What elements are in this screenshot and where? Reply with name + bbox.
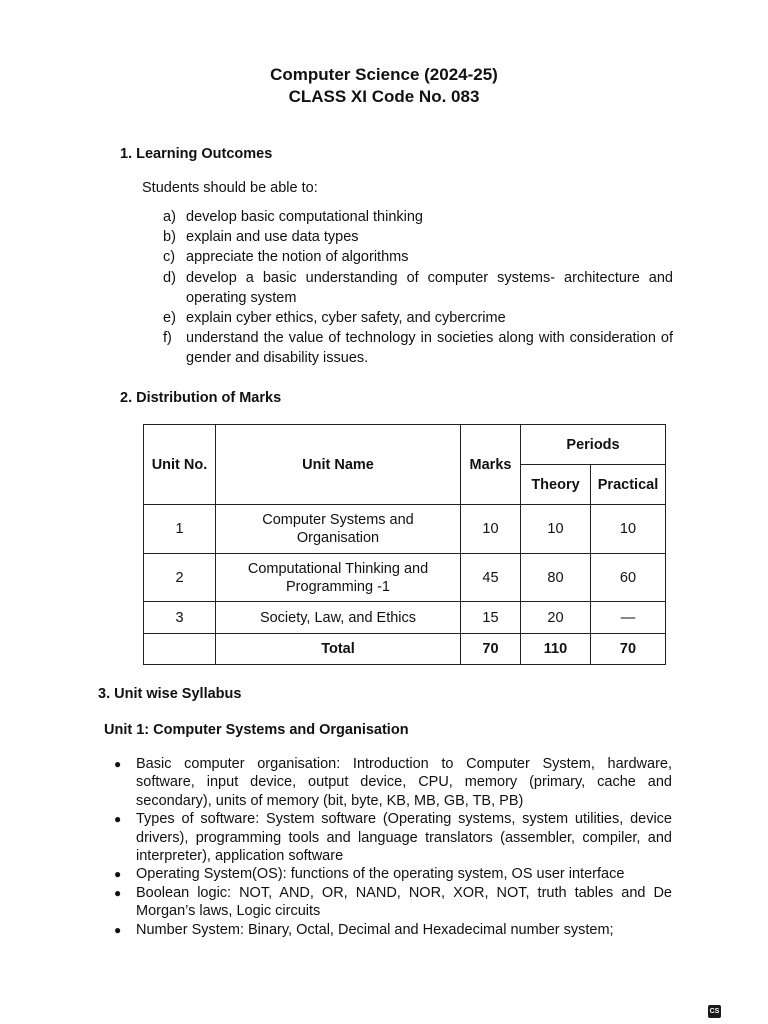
table-total-row (144, 634, 666, 665)
unit1-heading: Unit 1: Computer Systems and Organisation (104, 722, 409, 738)
table-row (144, 505, 666, 554)
table-row (144, 602, 666, 634)
cell-unit-name: Society, Law, and Ethics (216, 602, 461, 634)
marks-table (143, 424, 666, 665)
list-item (112, 755, 672, 810)
list-item-text: develop a basic understanding of computer systems- architecture and operating system (186, 269, 673, 306)
cell-practical: — (591, 602, 666, 634)
list-item-text: Types of software: System software (Operating systems, system utilities, device drivers), programming tools and language translators (assembler, compiler, and interpreter), application software (136, 811, 672, 865)
list-item-text: explain cyber ethics, cyber safety, and cybercrime (186, 310, 506, 327)
bullet-icon: ● (114, 867, 122, 882)
bullet-icon: ● (114, 757, 122, 771)
header-unit-name: Unit Name (216, 425, 461, 505)
table-row (144, 554, 666, 602)
list-marker: e) (163, 310, 176, 327)
list-item (163, 207, 673, 227)
cell-total-practical: 70 (591, 634, 666, 665)
list-item (163, 308, 673, 328)
list-item-text: understand the value of technology in societies along with consideration of gender and disability issues. (186, 330, 673, 367)
cell-practical: 10 (591, 505, 666, 554)
header-periods: Periods (521, 425, 666, 465)
cell-unit-no: 1 (144, 505, 216, 554)
cell-marks: 45 (461, 554, 521, 602)
bullet-icon: ● (114, 812, 122, 827)
page-title (0, 64, 768, 108)
cell-theory: 20 (521, 602, 591, 634)
cell-practical: 60 (591, 554, 666, 602)
learning-outcomes-list (163, 207, 673, 369)
header-marks: Marks (461, 425, 521, 505)
list-marker: b) (163, 229, 176, 246)
header-theory: Theory (521, 465, 591, 505)
list-item (112, 865, 672, 883)
cell-total-empty (144, 634, 216, 665)
list-item (163, 227, 673, 247)
bullet-icon: ● (114, 922, 122, 937)
page-title-line1: Computer Science (2024-25) (270, 65, 498, 84)
cell-total-marks: 70 (461, 634, 521, 665)
cell-theory: 10 (521, 505, 591, 554)
distribution-heading: 2. Distribution of Marks (120, 390, 282, 406)
list-marker: d) (163, 269, 176, 286)
list-item (112, 810, 672, 865)
list-item-text: Operating System(OS): functions of the operating system, OS user interface (136, 866, 625, 883)
cell-unit-name: Computer Systems and Organisation (216, 505, 461, 554)
cell-unit-name: Computational Thinking and Programming -1 (216, 554, 461, 602)
cell-total-label: Total (216, 634, 461, 665)
list-marker: c) (163, 249, 176, 266)
cell-theory: 80 (521, 554, 591, 602)
list-item-text: appreciate the notion of algorithms (186, 249, 409, 266)
list-item (163, 268, 673, 308)
syllabus-heading: 3. Unit wise Syllabus (98, 686, 242, 702)
list-item (112, 884, 672, 921)
cell-unit-no: 3 (144, 602, 216, 634)
camscanner-logo-icon: CS (708, 1005, 721, 1018)
header-unit-no: Unit No. (144, 425, 216, 505)
list-item (163, 247, 673, 267)
list-item-text: Basic computer organisation: Introduction to Computer System, hardware, software, input device, output device, CPU, memory (primary, cache and secondary), units of memory (bit, byte, KB, MB, GB, TB, PB) (136, 756, 672, 809)
header-practical: Practical (591, 465, 666, 505)
list-item-text: Number System: Binary, Octal, Decimal and Hexadecimal number system; (136, 921, 614, 938)
unit1-bullet-list (112, 755, 672, 939)
list-item-text: develop basic computational thinking (186, 209, 423, 225)
list-item-text: explain and use data types (186, 229, 359, 246)
learning-outcomes-intro: Students should be able to: (142, 180, 318, 196)
learning-outcomes-heading: 1. Learning Outcomes (120, 146, 273, 162)
bullet-icon: ● (114, 885, 122, 900)
list-marker: f) (163, 330, 172, 347)
cell-marks: 15 (461, 602, 521, 634)
page-title-line2: CLASS XI Code No. 083 (288, 87, 480, 106)
cell-marks: 10 (461, 505, 521, 554)
list-item-text: Boolean logic: NOT, AND, OR, NAND, NOR, XOR, NOT, truth tables and De Morgan’s laws, Logic circuits (136, 884, 672, 920)
list-item (112, 921, 672, 939)
cell-total-theory: 110 (521, 634, 591, 665)
list-marker: a) (163, 209, 176, 225)
cell-unit-no: 2 (144, 554, 216, 602)
list-item (163, 328, 673, 368)
